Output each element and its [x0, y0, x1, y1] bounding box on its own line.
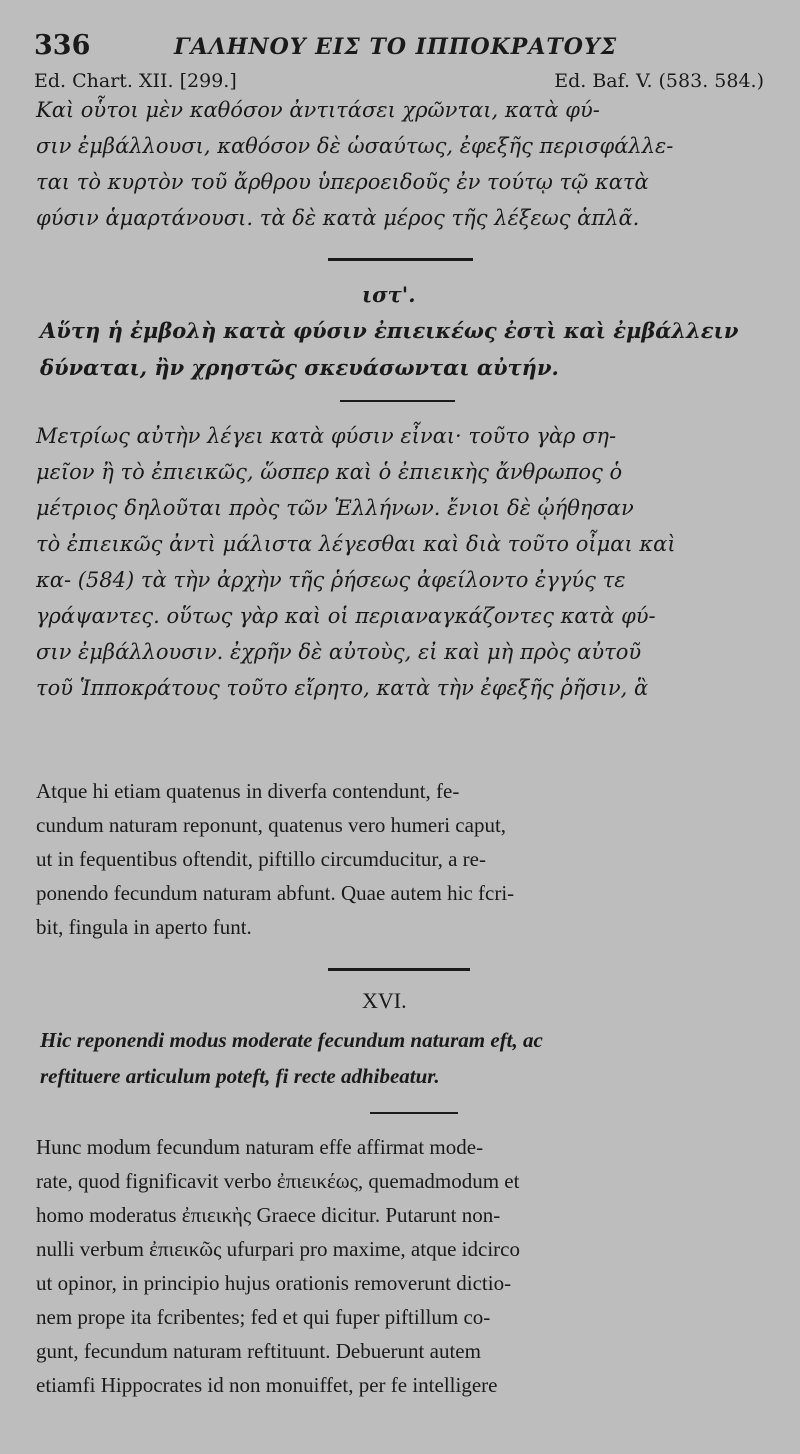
text-line: μεῖον ἢ τὸ ἐπιεικῶς, ὥσπερ καὶ ὁ ἐπιεικὴς ἄνθρωπος ὁ: [36, 460, 623, 484]
text-line: homo moderatus ἐπιεικὴς Graece dicitur. Putarunt non-: [36, 1203, 501, 1227]
section-divider: [328, 258, 473, 261]
text-line: κα- (584) τὰ τὴν ἀρχὴν τῆς ῥήσεως ἀφείλοντο ἐγγύς τε: [36, 568, 626, 592]
text-line: τοῦ Ἱπποκράτους τοῦτο εἴρητο, κατὰ τὴν ἐφεξῆς ῥῆσιν, ἃ: [36, 676, 649, 700]
text-line: gunt, fecundum naturam reftituunt. Debuerunt autem: [36, 1339, 481, 1363]
latin-commentary-paragraph: [36, 1130, 766, 1402]
text-line: σιν ἐμβάλλουσιν. ἐχρῆν δὲ αὐτοὺς, εἰ καὶ μὴ πρὸς αὐτοῦ: [36, 640, 642, 664]
text-line: Καὶ οὗτοι μὲν καθόσον ἀντιτάσει χρῶνται, κατὰ φύ-: [36, 98, 600, 122]
section-divider: [328, 968, 470, 971]
text-line: cundum naturam reponunt, quatenus vero humeri caput,: [36, 813, 507, 837]
text-line: etiamfi Hippocrates id non monuiffet, per fe intelligere: [36, 1373, 498, 1397]
text-line: reftituere articulum poteft, fi recte adhibeatur.: [40, 1064, 440, 1088]
running-title: ΓΑΛΗΝΟΥ ΕΙΣ ΤΟ ΙΠΠΟΚΡΑΤΟΥΣ: [174, 34, 618, 60]
page-number: 336: [34, 30, 91, 61]
text-line: μέτριος δηλοῦται πρὸς τῶν Ἑλλήνων. ἔνιοι δὲ ᾠήθησαν: [36, 496, 634, 520]
text-line: Atque hi etiam quatenus in diverfa contendunt, fe-: [36, 779, 460, 803]
latin-commentary-paragraph: [36, 774, 766, 944]
text-line: γράψαντες. οὕτως γὰρ καὶ οἱ περιαναγκάζοντες κατὰ φύ-: [36, 604, 656, 628]
text-line: ponendo fecundum naturam abfunt. Quae autem hic fcri-: [36, 881, 515, 905]
text-line: rate, quod fignificavit verbo ἐπιεικέως, quemadmodum et: [36, 1169, 520, 1193]
lemma-divider: [370, 1112, 458, 1114]
edition-chartier-ref: Ed. Chart. XII. [299.]: [34, 70, 237, 92]
text-line: nem prope ita fcribentes; fed et qui fuper piftillum co-: [36, 1305, 491, 1329]
text-line: Μετρίως αὐτὴν λέγει κατὰ φύσιν εἶναι· τοῦτο γὰρ ση-: [36, 424, 617, 448]
text-line: ut in fequentibus oftendit, piftillo circumducitur, a re-: [36, 847, 486, 871]
text-line: Αὕτη ἡ ἐμβολὴ κατὰ φύσιν ἐπιεικέως ἐστὶ καὶ ἐμβάλλειν: [40, 318, 739, 343]
text-line: nulli verbum ἐπιεικῶς ufurpari pro maxime, atque idcirco: [36, 1237, 520, 1261]
text-line: Hunc modum fecundum naturam effe affirmat mode-: [36, 1135, 484, 1159]
page-header: [34, 26, 774, 66]
greek-lemma: [40, 312, 770, 386]
greek-commentary-paragraph: [36, 92, 766, 236]
text-line: τὸ ἐπιεικῶς ἀντὶ μάλιστα λέγεσθαι καὶ διὰ τοῦτο οἶμαι καὶ: [36, 532, 676, 556]
latin-section-number: XVI.: [362, 988, 407, 1013]
text-line: φύσιν ἁμαρτάνουσι. τὰ δὲ κατὰ μέρος τῆς λέξεως ἁπλᾶ.: [36, 206, 640, 230]
lemma-divider: [340, 400, 455, 402]
edition-basel-ref: Ed. Baf. V. (583. 584.): [554, 70, 764, 92]
text-line: ut opinor, in principio hujus orationis removerunt dictio-: [36, 1271, 512, 1295]
latin-lemma: [40, 1022, 770, 1094]
text-line: ται τὸ κυρτὸν τοῦ ἄρθρου ὑπεροειδοῦς ἐν τούτῳ τῷ κατὰ: [36, 170, 649, 194]
greek-commentary-paragraph: [36, 418, 766, 706]
greek-section-number: ιστ'.: [362, 282, 416, 307]
text-line: Hic reponendi modus moderate fecundum naturam eft, ac: [40, 1028, 543, 1052]
text-line: bit, fingula in aperto funt.: [36, 915, 252, 939]
text-line: δύναται, ἢν χρηστῶς σκευάσωνται αὐτήν.: [40, 355, 559, 380]
text-line: σιν ἐμβάλλουσι, καθόσον δὲ ὡσαύτως, ἐφεξῆς περισφάλλε-: [36, 134, 674, 158]
